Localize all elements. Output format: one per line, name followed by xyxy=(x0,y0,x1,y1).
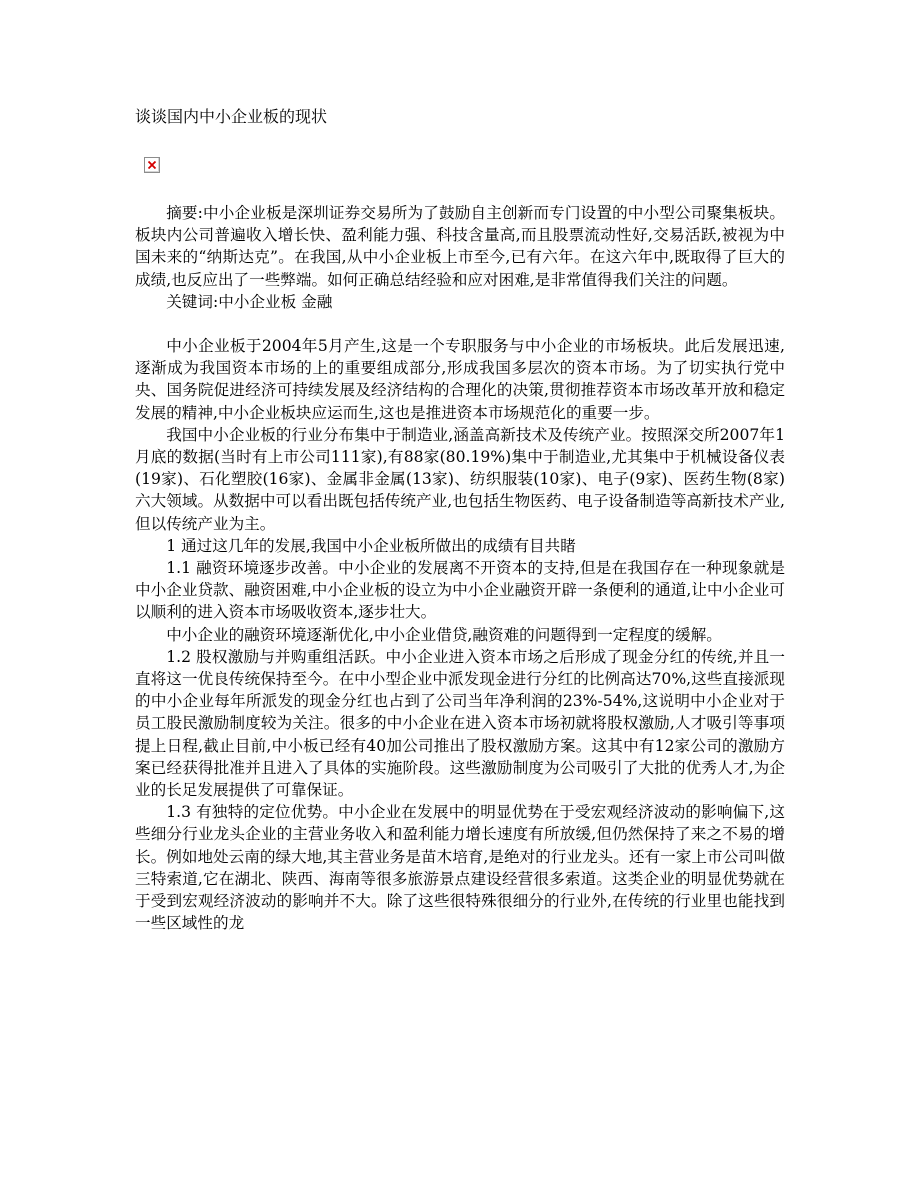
abstract-paragraph: 摘要:中小企业板是深圳证券交易所为了鼓励自主创新而专门设置的中小型公司聚集板块。板块内公司普遍收入增长快、盈利能力强、科技含量高,而且股票流动性好,交易活跃,被视为中国未来的“纳斯达克”。在我国,从中小企业板上市至今,已有六年。在这六年中,既取得了巨大的成绩,也反应出了一些弊端。如何正确总结经验和应对困难,是非常值得我们关注的问题。 xyxy=(135,204,785,289)
body-paragraph: 1.2 股权激励与并购重组活跃。中小企业进入资本市场之后形成了现金分红的传统,并且一直将这一优良传统保持至今。在中小型企业中派发现金进行分红的比例高达70%,这些直接派现的中小企业每年所派发的现金分红也占到了公司当年净利润的23%-54%,这说明中小企业对于员工股民激励制度较为关注。很多的中小企业在进入资本市场初就将股权激励,人才吸引等事项提上日程,截止目前,中小板已经有40加公司推出了股权激励方案。这其中有12家公司的激励方案已经获得批准并且进入了具体的实施阶段。这些激励制度为公司吸引了大批的优秀人才,为企业的长足发展提供了可靠保证。 xyxy=(135,647,785,800)
document-body xyxy=(135,202,785,935)
red-x-icon xyxy=(148,161,156,169)
body-paragraph: 中小企业板于2004年5月产生,这是一个专职服务与中小企业的市场板块。此后发展迅速,逐渐成为我国资本市场的上的重要组成部分,形成我国多层次的资本市场。为了切实执行党中央、国务院促进经济可持续发展及经济结构的合理化的决策,贯彻推荐资本市场改革开放和稳定发展的精神,中小企业板块应运而生,这也是推进资本市场规范化的重要一步。 xyxy=(135,337,785,422)
body-paragraph: 我国中小企业板的行业分布集中于制造业,涵盖高新技术及传统产业。按照深交所2007年1月底的数据(当时有上市公司111家),有88家(80.19%)集中于制造业,尤其集中于机械设备仪表(19家)、石化塑胶(16家)、金属非金属(13家)、纺织服装(10家)、电子(9家)、医药生物(8家)六大领域。从数据中可以看出既包括传统产业,也包括生物医药、电子设备制造等高新技术产业,但以传统产业为主。 xyxy=(135,425,785,533)
section-heading: 1 通过这几年的发展,我国中小企业板所做出的成绩有目共睹 xyxy=(166,536,576,555)
broken-image-icon xyxy=(144,157,160,173)
document-title: 谈谈国内中小企业板的现状 xyxy=(135,107,328,126)
body-paragraph: 中小企业的融资环境逐渐优化,中小企业借贷,融资难的问题得到一定程度的缓解。 xyxy=(166,625,722,644)
body-paragraph: 1.3 有独特的定位优势。中小企业在发展中的明显优势在于受宏观经济波动的影响偏下,这些细分行业龙头企业的主营业务收入和盈利能力增长速度有所放缓,但仍然保持了来之不易的增长。例如地处云南的绿大地,其主营业务是苗木培育,是绝对的行业龙头。还有一家上市公司叫做三特索道,它在湖北、陕西、海南等很多旅游景点建设经营很多索道。这类企业的明显优势就在于受到宏观经济波动的影响并不大。除了这些很特殊很细分的行业外,在传统的行业里也能找到一些区域性的龙 xyxy=(135,803,785,933)
keywords-paragraph: 关键词:中小企业板 金融 xyxy=(166,292,333,311)
body-paragraph: 1.1 融资环境逐步改善。中小企业的发展离不开资本的支持,但是在我国存在一种现象就是中小企业贷款、融资困难,中小企业板的设立为中小企业融资开辟一条便利的通道,让中小企业可以顺利的进入资本市场吸收资本,逐步壮大。 xyxy=(135,559,785,622)
